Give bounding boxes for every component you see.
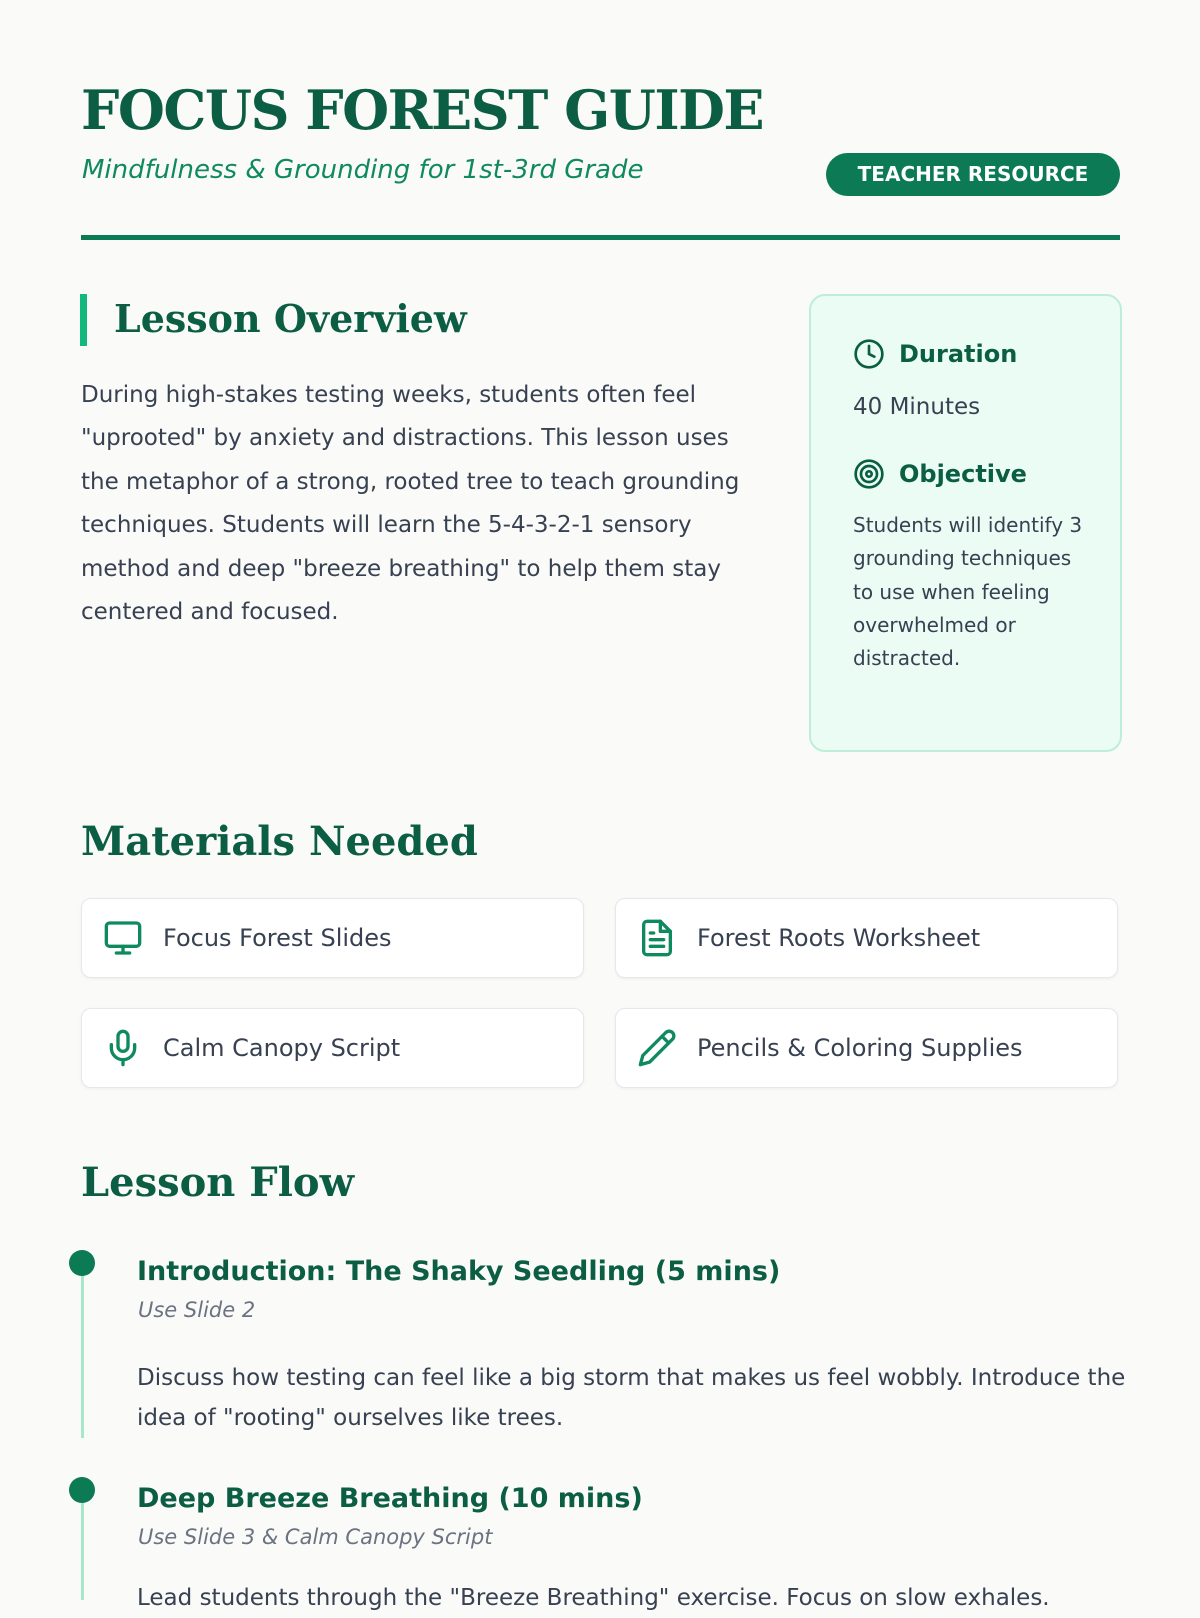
step-description: Lead students through the "Breeze Breathing" exercise. Focus on slow exhales. (137, 1585, 1050, 1611)
step-slide-note: Use Slide 2 (138, 1298, 256, 1322)
material-item-supplies (615, 1008, 1118, 1088)
overview-accent-bar (80, 294, 87, 346)
materials-heading: Materials Needed (81, 818, 478, 865)
timeline-line (81, 1260, 84, 1438)
step-slide-note: Use Slide 3 & Calm Canopy Script (138, 1525, 493, 1549)
material-item-worksheet (615, 898, 1118, 978)
microphone-icon (103, 1028, 143, 1068)
material-item-slides (81, 898, 584, 978)
material-label: Forest Roots Worksheet (697, 924, 981, 952)
page-title: FOCUS FOREST GUIDE (81, 78, 764, 142)
monitor-icon (103, 918, 143, 958)
teacher-resource-badge: TEACHER RESOURCE (826, 153, 1120, 196)
lesson-flow-heading: Lesson Flow (81, 1159, 355, 1206)
lesson-info-card (809, 294, 1122, 752)
overview-text: During high-stakes testing weeks, students often feel "uprooted" by anxiety and distractions. This lesson uses the metaphor of a strong, rooted tree to teach grounding techniques. Students will learn the 5-4-3-2-1 sensory method and deep "breeze breathing" to help them stay centered and focused. (81, 382, 740, 626)
duration-value: 40 Minutes (853, 394, 981, 420)
material-label: Focus Forest Slides (163, 924, 392, 952)
step-title: Introduction: The Shaky Seedling (5 mins) (137, 1256, 781, 1287)
pencil-icon (637, 1028, 677, 1068)
timeline-dot (69, 1250, 95, 1276)
material-label: Pencils & Coloring Supplies (697, 1034, 1023, 1062)
objective-label-row (853, 458, 1027, 490)
overview-heading: Lesson Overview (114, 296, 467, 341)
timeline-dot (69, 1477, 95, 1503)
material-item-script (81, 1008, 584, 1088)
clock-icon (853, 338, 885, 370)
header-divider (81, 235, 1120, 240)
objective-text: Students will identify 3 grounding techniques to use when feeling overwhelmed or distracted. (853, 513, 1083, 671)
duration-label: Duration (899, 340, 1018, 368)
objective-label: Objective (899, 460, 1027, 488)
timeline-line (81, 1488, 84, 1600)
step-description: Discuss how testing can feel like a big storm that makes us feel wobbly. Introduce the idea of "rooting" ourselves like trees. (137, 1365, 1126, 1431)
step-title: Deep Breeze Breathing (10 mins) (137, 1483, 643, 1514)
material-label: Calm Canopy Script (163, 1034, 401, 1062)
duration-label-row (853, 338, 1017, 370)
page-subtitle: Mindfulness & Grounding for 1st-3rd Grade (82, 155, 644, 185)
target-icon (853, 458, 885, 490)
document-icon (637, 918, 677, 958)
